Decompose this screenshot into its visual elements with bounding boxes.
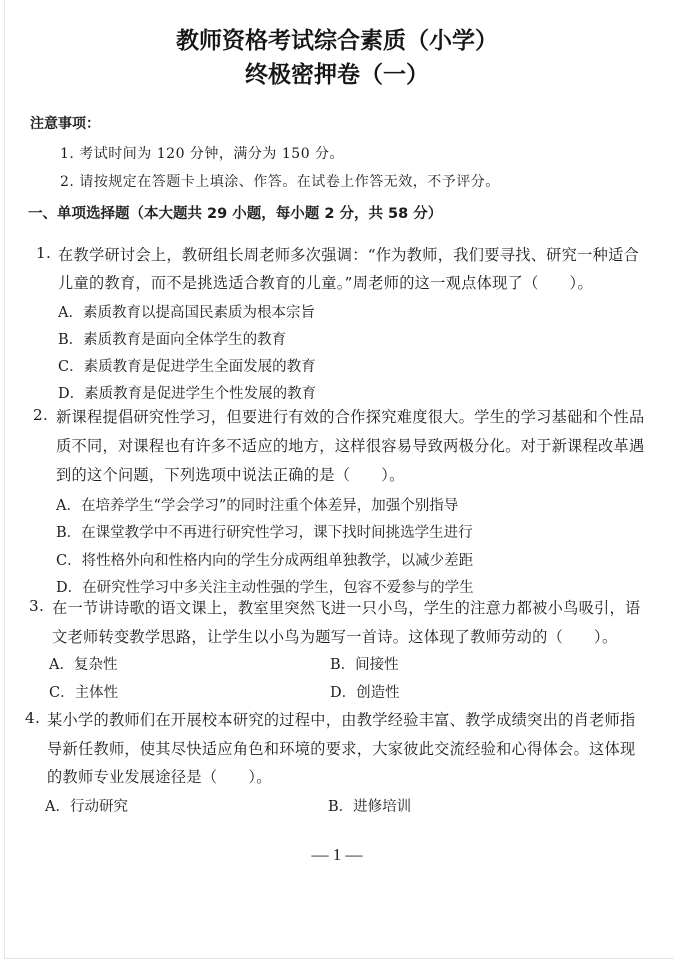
notice-item: 1. 考试时间为 120 分钟，满分为 150 分。 xyxy=(60,146,345,162)
question-number: 4. xyxy=(25,709,41,727)
option-d: D．在研究性学习中多关注主动性强的学生，包容不爱参与的学生 xyxy=(56,580,474,596)
question-text-line: 在教学研讨会上，教研组长周老师多次强调：“作为教师，我们要寻找、研究一种适合 xyxy=(58,246,640,264)
question-text-line: 的教师专业发展途径是（ ）。 xyxy=(47,768,272,786)
question-text-line: 新课程提倡研究性学习，但要进行有效的合作探究难度很大。学生的学习基础和个性品 xyxy=(56,408,645,426)
question-text-line: 到的这个问题，下列选项中说法正确的是（ ）。 xyxy=(56,466,405,484)
page-number: — 1 — xyxy=(311,845,363,864)
option-b: B．素质教育是面向全体学生的教育 xyxy=(58,332,287,348)
question-number: 2. xyxy=(33,406,49,424)
exam-subtitle: 终极密押卷（一） xyxy=(245,62,429,88)
option-a: A．素质教育以提高国民素质为根本宗旨 xyxy=(58,305,315,321)
option-b: B．在课堂教学中不再进行研究性学习，课下找时间挑选学生进行 xyxy=(56,525,473,541)
question-text-line: 文老师转变教学思路，让学生以小鸟为题写一首诗。这体现了教师劳动的（ ）。 xyxy=(52,628,618,646)
option-c: C．将性格外向和性格内向的学生分成两组单独教学，以减少差距 xyxy=(56,553,474,569)
option-c: C．主体性 xyxy=(49,685,119,701)
question-text-line: 在一节讲诗歌的语文课上，教室里突然飞进一只小鸟，学生的注意力都被小鸟吸引，语 xyxy=(52,599,641,617)
question-text-line: 儿童的教育，而不是挑选适合教育的儿童。”周老师的这一观点体现了（ ）。 xyxy=(58,274,593,292)
option-b: B．间接性 xyxy=(330,657,399,673)
question-number: 3. xyxy=(29,597,45,615)
option-d: D．素质教育是促进学生个性发展的教育 xyxy=(58,386,317,402)
option-c: C．素质教育是促进学生全面发展的教育 xyxy=(58,359,316,375)
option-a: A．在培养学生“学会学习”的同时注重个体差异，加强个别指导 xyxy=(56,498,459,514)
question-text-line: 某小学的教师们在开展校本研究的过程中，由教学经验丰富、教学成绩突出的肖老师指 xyxy=(47,711,636,729)
section-heading: 一、单项选择题（本大题共 29 小题，每小题 2 分，共 58 分） xyxy=(28,206,443,222)
notice-item: 2. 请按规定在答题卡上填涂、作答。在试卷上作答无效，不予评分。 xyxy=(60,174,500,190)
notice-heading: 注意事项： xyxy=(30,116,100,132)
question-text-line: 质不同，对课程也有许多不适应的地方，这样很容易导致两极分化。对于新课程改革遇 xyxy=(56,437,645,455)
exam-title: 教师资格考试综合素质（小学） xyxy=(176,28,498,54)
question-text-line: 导新任教师，使其尽快适应角色和环境的要求，大家彼此交流经验和心得体会。这体现 xyxy=(47,740,636,758)
option-a: A．复杂性 xyxy=(49,657,118,673)
option-d: D．创造性 xyxy=(330,685,400,701)
option-a: A．行动研究 xyxy=(45,799,128,815)
question-number: 1. xyxy=(36,244,52,262)
option-b: B．进修培训 xyxy=(328,799,412,815)
